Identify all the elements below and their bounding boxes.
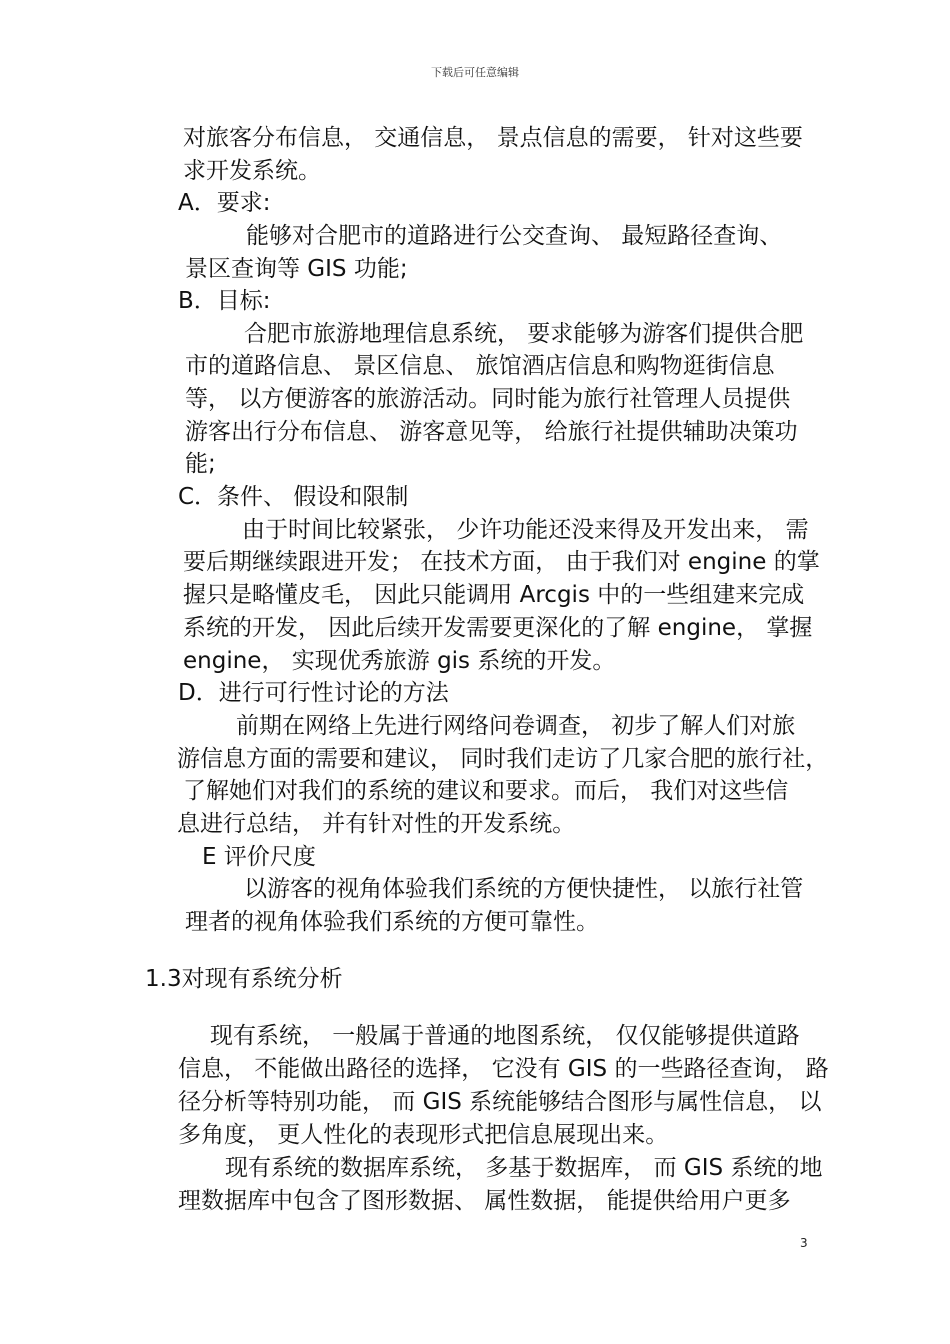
text-line: engine， 实现优秀旅游 gis 系统的开发。 [183,648,616,674]
text-line: 现有系统的数据库系统， 多基于数据库， 而 GIS 系统的地 [225,1155,823,1181]
text-line: 息进行总结， 并有针对性的开发系统。 [177,811,576,837]
section-heading: B．目标: [178,288,271,314]
page-header: 下载后可任意编辑 [431,66,519,79]
text-line: 了解她们对我们的系统的建议和要求。而后， 我们对这些信 [183,778,789,804]
page-number: 3 [800,1236,808,1250]
text-line: 求开发系统。 [183,158,321,184]
section-heading: E 评价尺度 [202,844,316,870]
text-line: 信息， 不能做出路径的选择， 它没有 GIS 的一些路径查询， 路 [178,1056,829,1082]
section-heading: C．条件、 假设和限制 [178,484,409,510]
text-line: 能够对合肥市的道路进行公交查询、 最短路径查询、 [246,223,783,249]
text-line: 能; [185,451,216,477]
text-line: 现有系统， 一般属于普通的地图系统， 仅仅能够提供道路 [210,1023,800,1049]
text-line: 等， 以方便游客的旅游活动。同时能为旅行社管理人员提供 [185,386,791,412]
text-line: 合肥市旅游地理信息系统， 要求能够为游客们提供合肥 [244,321,804,347]
text-line: 系统的开发， 因此后续开发需要更深化的了解 engine， 掌握 [183,615,813,641]
text-line: 景区查询等 GIS 功能; [185,256,408,282]
section-heading: D．进行可行性讨论的方法 [178,680,449,706]
text-line: 由于时间比较紧张， 少许功能还没来得及开发出来， 需 [242,517,809,543]
text-line: 理者的视角体验我们系统的方便可靠性。 [185,909,599,935]
text-line: 对旅客分布信息， 交通信息， 景点信息的需要， 针对这些要 [183,125,803,151]
text-line: 径分析等特别功能， 而 GIS 系统能够结合图形与属性信息， 以 [178,1089,822,1115]
text-line: 以游客的视角体验我们系统的方便快捷性， 以旅行社管 [244,876,804,902]
section-heading: A．要求: [178,190,271,216]
text-line: 理数据库中包含了图形数据、 属性数据， 能提供给用户更多 [178,1188,791,1214]
text-line: 要后期继续跟进开发； 在技术方面， 由于我们对 engine 的掌 [183,549,820,575]
subsection-title: 1.3对现有系统分析 [145,966,343,992]
text-line: 前期在网络上先进行网络问卷调查， 初步了解人们对旅 [236,713,796,739]
text-line: 游客出行分布信息、 游客意见等， 给旅行社提供辅助决策功 [185,419,798,445]
text-line: 市的道路信息、 景区信息、 旅馆酒店信息和购物逛街信息 [185,353,775,379]
text-line: 多角度， 更人性化的表现形式把信息展现出来。 [178,1122,669,1148]
text-line: 握只是略懂皮毛， 因此只能调用 Arcgis 中的一些组建来完成 [183,582,805,608]
text-line: 游信息方面的需要和建议， 同时我们走访了几家合肥的旅行社， [177,746,829,772]
